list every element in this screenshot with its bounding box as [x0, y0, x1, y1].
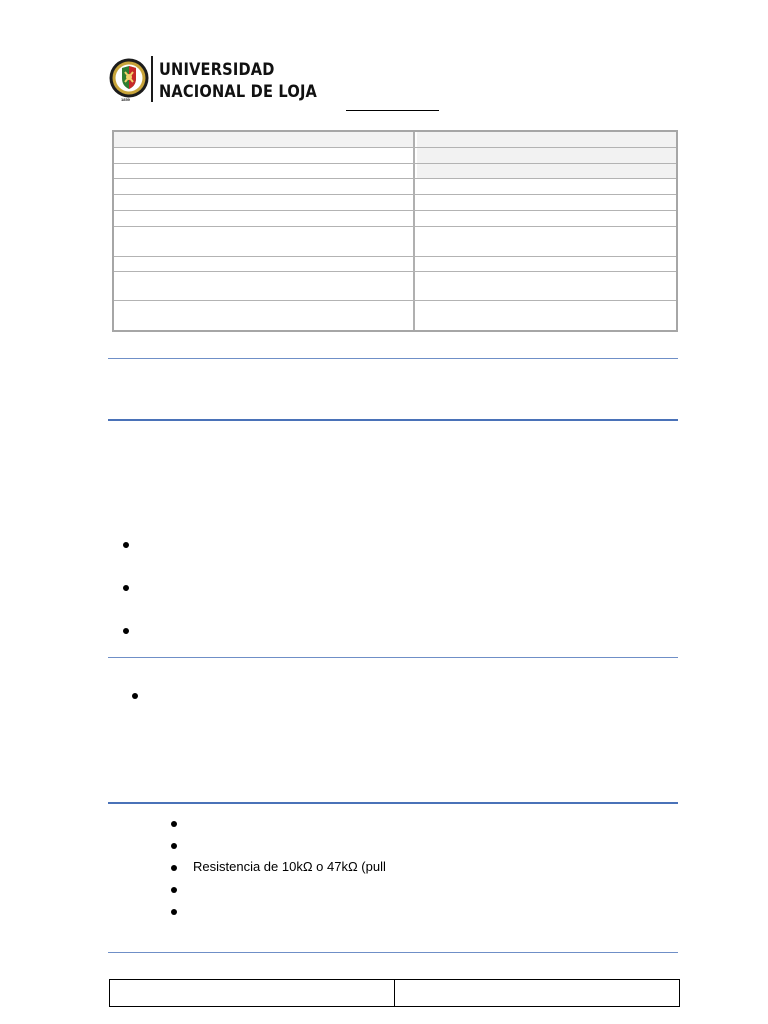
- signature-table: [109, 979, 680, 1007]
- table-row: [114, 301, 676, 330]
- bullet-icon: [132, 693, 138, 699]
- table-cell: [114, 148, 415, 163]
- list-item: Resistencia de 10kΩ o 47kΩ (pull: [193, 859, 386, 874]
- table-row: [114, 272, 676, 301]
- table-cell: [114, 195, 415, 210]
- table-cell: [417, 257, 676, 271]
- bullet-icon: [171, 909, 177, 915]
- table-row: [114, 227, 676, 257]
- section-divider: [108, 802, 678, 804]
- table-row: [114, 257, 676, 272]
- logo-text-line1: UNIVERSIDAD: [159, 60, 275, 80]
- table-cell: [110, 980, 395, 1006]
- table-cell: [417, 195, 676, 210]
- section-divider: [108, 358, 678, 359]
- table-cell: [417, 148, 676, 163]
- table-cell: [114, 164, 415, 178]
- table-cell: [417, 272, 676, 300]
- section-divider: [108, 419, 678, 421]
- table-cell: [114, 179, 415, 194]
- table-cell: [114, 257, 415, 271]
- bullet-icon: [171, 865, 177, 871]
- section-divider: [108, 657, 678, 658]
- table-cell: [114, 301, 415, 330]
- table-row: [114, 195, 676, 211]
- university-seal-icon: [109, 58, 149, 98]
- table-row: [114, 132, 676, 148]
- info-table: [112, 130, 678, 332]
- table-cell: [396, 980, 679, 1006]
- table-cell: [114, 227, 415, 256]
- table-cell: [417, 179, 676, 194]
- table-cell: [114, 132, 415, 147]
- table-cell: [417, 301, 676, 330]
- table-cell: [417, 227, 676, 256]
- table-cell: [114, 211, 415, 226]
- table-row: [114, 164, 676, 179]
- table-cell: [417, 211, 676, 226]
- logo-text-line2: NACIONAL DE LOJA: [159, 82, 318, 102]
- bullet-icon: [171, 843, 177, 849]
- bullet-icon: [123, 628, 129, 634]
- table-cell: [417, 164, 676, 178]
- table-row: [114, 148, 676, 164]
- table-cell: [417, 132, 676, 147]
- bullet-icon: [123, 585, 129, 591]
- table-row: [114, 211, 676, 227]
- title-underline: [346, 110, 439, 111]
- bullet-icon: [171, 821, 177, 827]
- bullet-icon: [123, 542, 129, 548]
- seal-year: 1859: [121, 97, 130, 102]
- table-cell: [114, 272, 415, 300]
- logo-divider: [151, 56, 153, 102]
- section-divider: [108, 952, 678, 953]
- bullet-icon: [171, 887, 177, 893]
- table-row: [114, 179, 676, 195]
